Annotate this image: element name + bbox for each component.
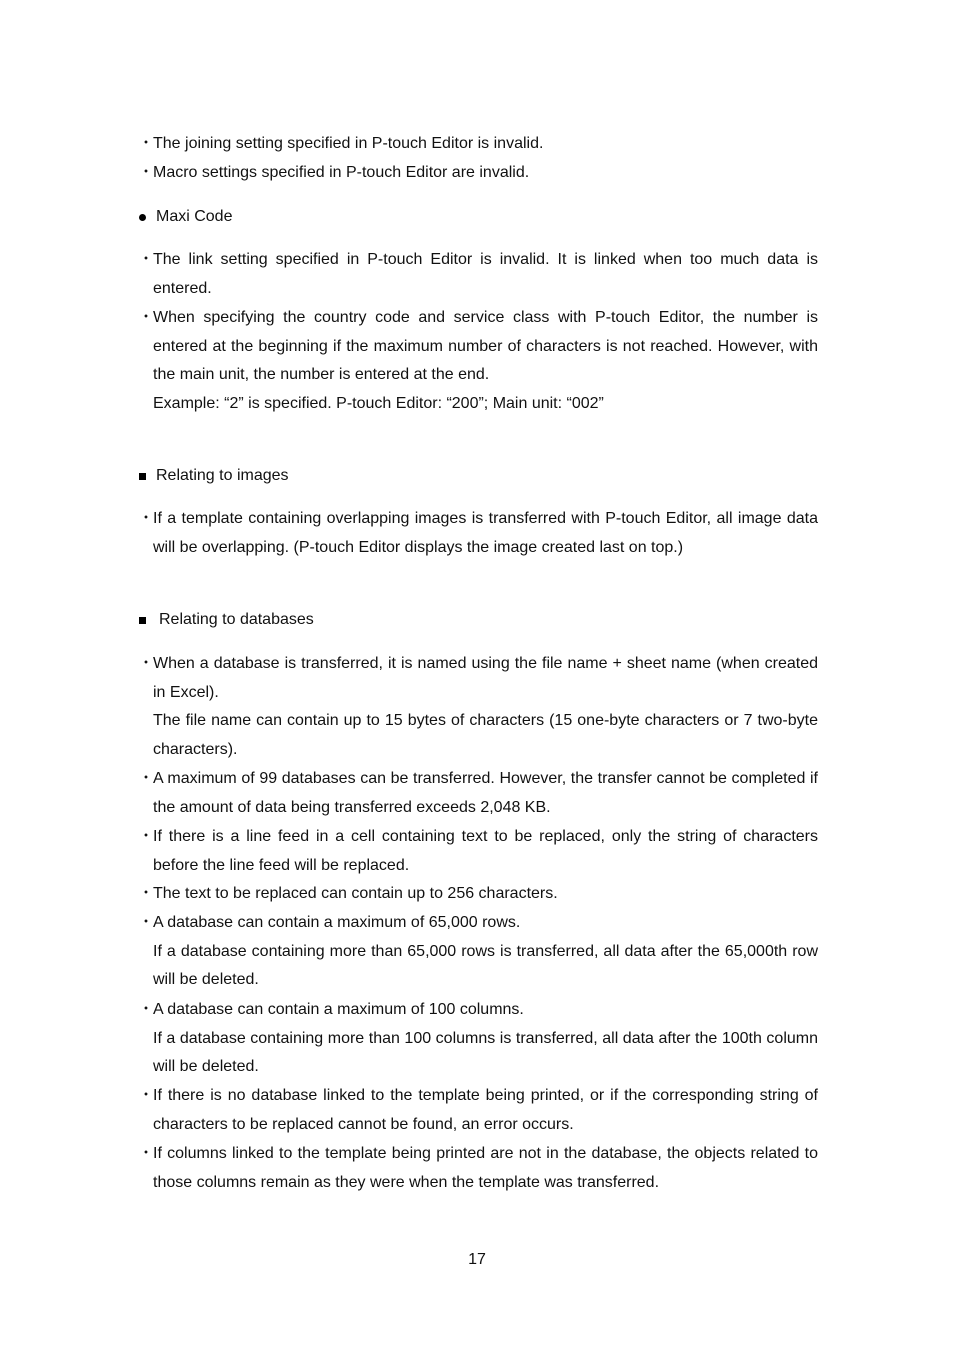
list-item <box>138 1140 818 1197</box>
bullet-dot: ・ <box>138 1145 155 1162</box>
bullet-dot: ・ <box>138 770 155 787</box>
list-item <box>138 1082 818 1139</box>
list-item-text: Macro settings specified in P-touch Editor are invalid. <box>153 164 530 181</box>
bullet-dot: ・ <box>138 914 155 931</box>
list-item-text: If columns linked to the template being printed are not in the database, the objects related to those columns remain as they were when the template was transferred. <box>153 1145 818 1191</box>
square-bullet-icon <box>139 617 146 624</box>
list-item <box>138 650 818 765</box>
heading-text: Maxi Code <box>156 208 233 225</box>
list-item-text: When a database is transferred, it is named using the file name + sheet name (when created in Excel). <box>153 655 818 701</box>
bullet-dot: ・ <box>138 510 155 527</box>
heading-text: Relating to images <box>156 467 289 484</box>
bullet-dot: ・ <box>138 251 155 268</box>
bullet-dot: ・ <box>138 1001 155 1018</box>
list-item-text: The file name can contain up to 15 bytes of characters (15 one-byte characters or 7 two-byte characters). <box>153 712 818 759</box>
images-heading <box>138 466 289 486</box>
bullet-dot: ・ <box>138 655 155 672</box>
list-item <box>138 765 818 822</box>
list-item-text: If a database containing more than 100 columns is transferred, all data after the 100th column will be deleted. <box>153 1029 818 1076</box>
bullet-dot: ・ <box>138 828 155 845</box>
list-item <box>138 996 818 1082</box>
list-item-text: The link setting specified in P-touch Editor is invalid. It is linked when too much data is entered. <box>153 251 818 297</box>
list-item-text: A database can contain a maximum of 65,000 rows. <box>153 914 521 931</box>
bullet-dot: ・ <box>138 1087 155 1104</box>
list-item <box>138 159 818 188</box>
list-item-text: If there is a line feed in a cell containing text to be replaced, only the string of characters before the line feed will be replaced. <box>153 828 818 874</box>
list-item <box>138 880 818 909</box>
list-item <box>138 246 818 303</box>
list-item <box>138 909 818 995</box>
list-item-text: A maximum of 99 databases can be transferred. However, the transfer cannot be completed if the amount of data being transferred exceeds 2,048 KB. <box>153 770 818 816</box>
databases-heading <box>138 610 314 630</box>
circle-bullet-icon <box>139 214 146 221</box>
list-item-text: If a database containing more than 65,000 rows is transferred, all data after the 65,000th row will be deleted. <box>153 942 818 989</box>
list-item <box>138 505 818 562</box>
list-item <box>138 304 818 419</box>
bullet-dot: ・ <box>138 164 155 181</box>
list-item-text: The joining setting specified in P-touch Editor is invalid. <box>153 135 544 152</box>
list-item-text: A database can contain a maximum of 100 columns. <box>153 1001 524 1018</box>
square-bullet-icon <box>139 473 146 480</box>
list-item <box>138 823 818 880</box>
list-item-text: The text to be replaced can contain up to 256 characters. <box>153 885 558 902</box>
list-item-text: When specifying the country code and service class with P-touch Editor, the number is entered at the beginning if the maximum number of characters is not reached. However, with the main unit, the number is entered at the end. <box>153 309 818 384</box>
bullet-dot: ・ <box>138 309 155 326</box>
list-item-text: If there is no database linked to the template being printed, or if the corresponding string of characters to be replaced cannot be found, an error occurs. <box>153 1087 818 1133</box>
bullet-dot: ・ <box>138 135 155 152</box>
list-item <box>138 130 818 159</box>
heading-text: Relating to databases <box>159 611 314 628</box>
page-number: 17 <box>468 1251 486 1268</box>
example-text: Example: “2” is specified. P-touch Editor: “200”; Main unit: “002” <box>153 395 604 413</box>
bullet-dot: ・ <box>138 885 155 902</box>
list-item-text: If a template containing overlapping images is transferred with P-touch Editor, all image data will be overlapping. (P-touch Editor displays the image created last on top.) <box>153 510 818 556</box>
maxi-code-heading <box>138 207 232 227</box>
